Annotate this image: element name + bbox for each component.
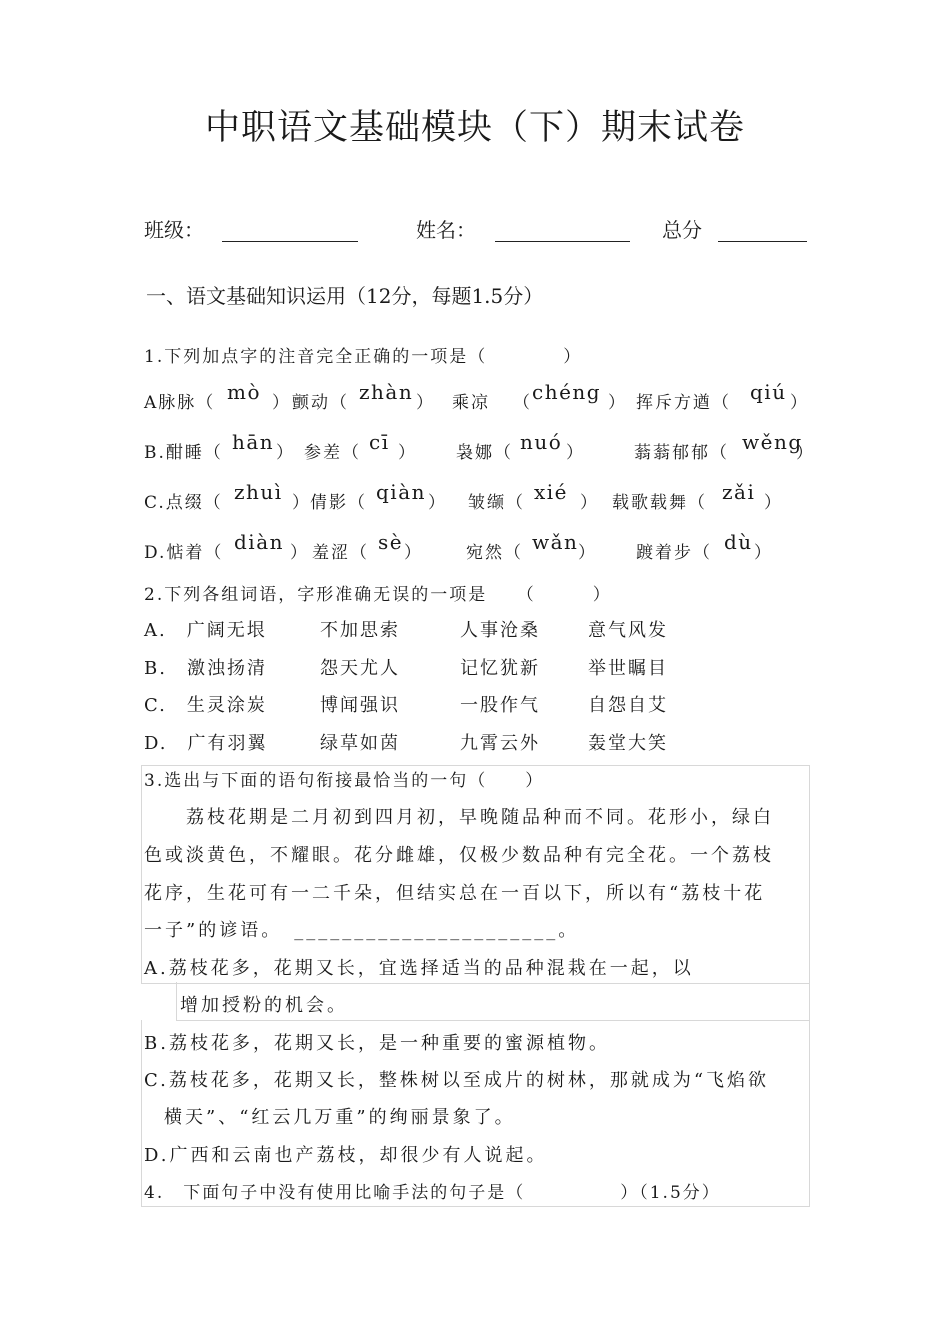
page-title: 中职语文基础模块（下）期末试卷: [204, 108, 745, 148]
q2-option: D. 广有羽翼: [144, 733, 268, 754]
name-field[interactable]: [495, 241, 630, 242]
name-label: 姓名：: [416, 218, 476, 242]
score-field[interactable]: [718, 241, 807, 242]
q1d-text: ）: [290, 543, 309, 563]
q1b-text: 参差（: [304, 443, 361, 463]
q1b-text: 蓊蓊郁郁（: [634, 443, 729, 463]
q2-option: 举世瞩目: [588, 658, 668, 679]
q1b-pinyin: hān: [232, 430, 275, 454]
q2-option: 人事沧桑: [460, 620, 540, 641]
q1b-text: 袅娜（: [456, 443, 513, 463]
score-label: 总分: [662, 218, 702, 242]
q3-passage-line: 色或淡黄色，不耀眼。花分雌雄，仅极少数品种有完全花。一个荔枝: [144, 845, 774, 866]
q2-option: C. 生灵涂炭: [144, 695, 267, 716]
q1b-text: ）: [276, 443, 295, 463]
question-4-stem: 4. 下面句子中没有使用比喻手法的句子是（ ）（1.5分）: [144, 1183, 721, 1203]
q3-option-c-cont: 横天”、“红云几万重”的绚丽景象了。: [164, 1107, 516, 1128]
q1a-pinyin: qiú: [750, 380, 787, 404]
q1a-text: 乘凉: [452, 393, 490, 413]
q3-passage-line: 花序，生花可有一二千朵，但结实总在一百以下，所以有“荔枝十花: [144, 883, 766, 904]
q3-option-c: C.荔枝花多，花期又长，整株树以至成片的树林，那就成为“飞焰欲: [144, 1070, 770, 1091]
q1c-text: 倩影（: [310, 493, 367, 513]
q1a-pinyin: zhàn: [359, 380, 414, 404]
q1c-text: 皱缬（: [468, 493, 525, 513]
q1d-text: 羞涩（: [312, 543, 369, 563]
q1c-text: 载歌载舞（: [612, 493, 707, 513]
q1a-pinyin: mò: [227, 380, 262, 404]
q1a-text: ）: [608, 393, 627, 413]
q1c-text: C.点缀（: [144, 493, 223, 513]
q1d-pinyin: dù: [724, 530, 753, 554]
q2-option: 意气风发: [588, 620, 668, 641]
question-2-stem: 2.下列各组词语，字形准确无误的一项是 （ ）: [144, 585, 612, 605]
q1a-text: ）: [416, 393, 435, 413]
q1d-text: 宛然（: [466, 543, 523, 563]
q3-option-d: D.广西和云南也产荔枝，却很少有人说起。: [144, 1145, 548, 1166]
class-label: 班级：: [144, 218, 204, 242]
q2-option: B. 激浊扬清: [144, 658, 267, 679]
q1d-text: ）: [404, 543, 423, 563]
q2-option: 绿草如茵: [320, 733, 400, 754]
q3-passage-line: 一子”的谚语。 ______________________。: [144, 920, 580, 941]
q3-option-a: A.荔枝花多，花期又长，宜选择适当的品种混栽在一起，以: [144, 958, 694, 979]
q1c-pinyin: qiàn: [376, 480, 427, 504]
q1d-text: D.惦着（: [144, 543, 224, 563]
q2-option: 不加思索: [320, 620, 400, 641]
q2-option: 轰堂大笑: [588, 733, 668, 754]
q1d-pinyin: diàn: [234, 530, 285, 554]
q1a-pinyin: chéng: [532, 380, 602, 404]
q2-option: 怨天尤人: [320, 658, 400, 679]
q1d-pinyin: wǎn: [532, 530, 579, 554]
q1a-text: 颤动（: [292, 393, 349, 413]
q1a-text: ）: [272, 393, 291, 413]
q1a-text: （: [513, 393, 532, 413]
q2-option: 九霄云外: [460, 733, 540, 754]
q1a-text: 挥斥方遒（: [636, 393, 731, 413]
q1a-text: A脉脉（: [144, 393, 216, 413]
q1c-text: ）: [764, 493, 783, 513]
q3-frame: [141, 765, 810, 984]
q1c-pinyin: zǎi: [722, 480, 756, 504]
q1b-pinyin: nuó: [520, 430, 563, 454]
q1d-text: 踱着步（: [636, 543, 712, 563]
q1b-pinyin: cī: [369, 430, 390, 454]
question-1-stem: 1.下列加点字的注音完全正确的一项是（ ）: [144, 347, 583, 367]
q1d-pinyin: sè: [378, 530, 404, 554]
q1b-text: ）: [398, 443, 417, 463]
q1b-pinyin: wěng: [742, 430, 803, 454]
q1c-pinyin: zhuì: [234, 480, 283, 504]
q2-option: A. 广阔无垠: [144, 620, 267, 641]
q2-option: 博闻强识: [320, 695, 400, 716]
q1d-text: ）: [754, 543, 773, 563]
section-heading: 一、语文基础知识运用（12分，每题1.5分）: [146, 284, 544, 308]
q2-option: 记忆犹新: [460, 658, 540, 679]
q1b-text: B.酣睡（: [144, 443, 223, 463]
q3-option-b: B.荔枝花多，花期又长，是一种重要的蜜源植物。: [144, 1033, 610, 1054]
q1b-text: ）: [796, 443, 815, 463]
q2-option: 自怨自艾: [588, 695, 668, 716]
q1a-text: ）: [790, 393, 809, 413]
q3-option-a-cont: 增加授粉的机会。: [180, 995, 348, 1016]
class-field[interactable]: [222, 241, 358, 242]
q1c-text: ）: [292, 493, 311, 513]
q1c-text: ）: [580, 493, 599, 513]
q1c-pinyin: xié: [534, 480, 569, 504]
q3-passage-line: 荔枝花期是二月初到四月初，早晚随品种而不同。花形小，绿白: [186, 807, 774, 828]
q1d-text: ）: [578, 543, 597, 563]
q1b-text: ）: [566, 443, 585, 463]
q1c-text: ）: [428, 493, 447, 513]
q2-option: 一股作气: [460, 695, 540, 716]
question-3-stem: 3.选出与下面的语句衔接最恰当的一句（ ）: [144, 771, 545, 791]
